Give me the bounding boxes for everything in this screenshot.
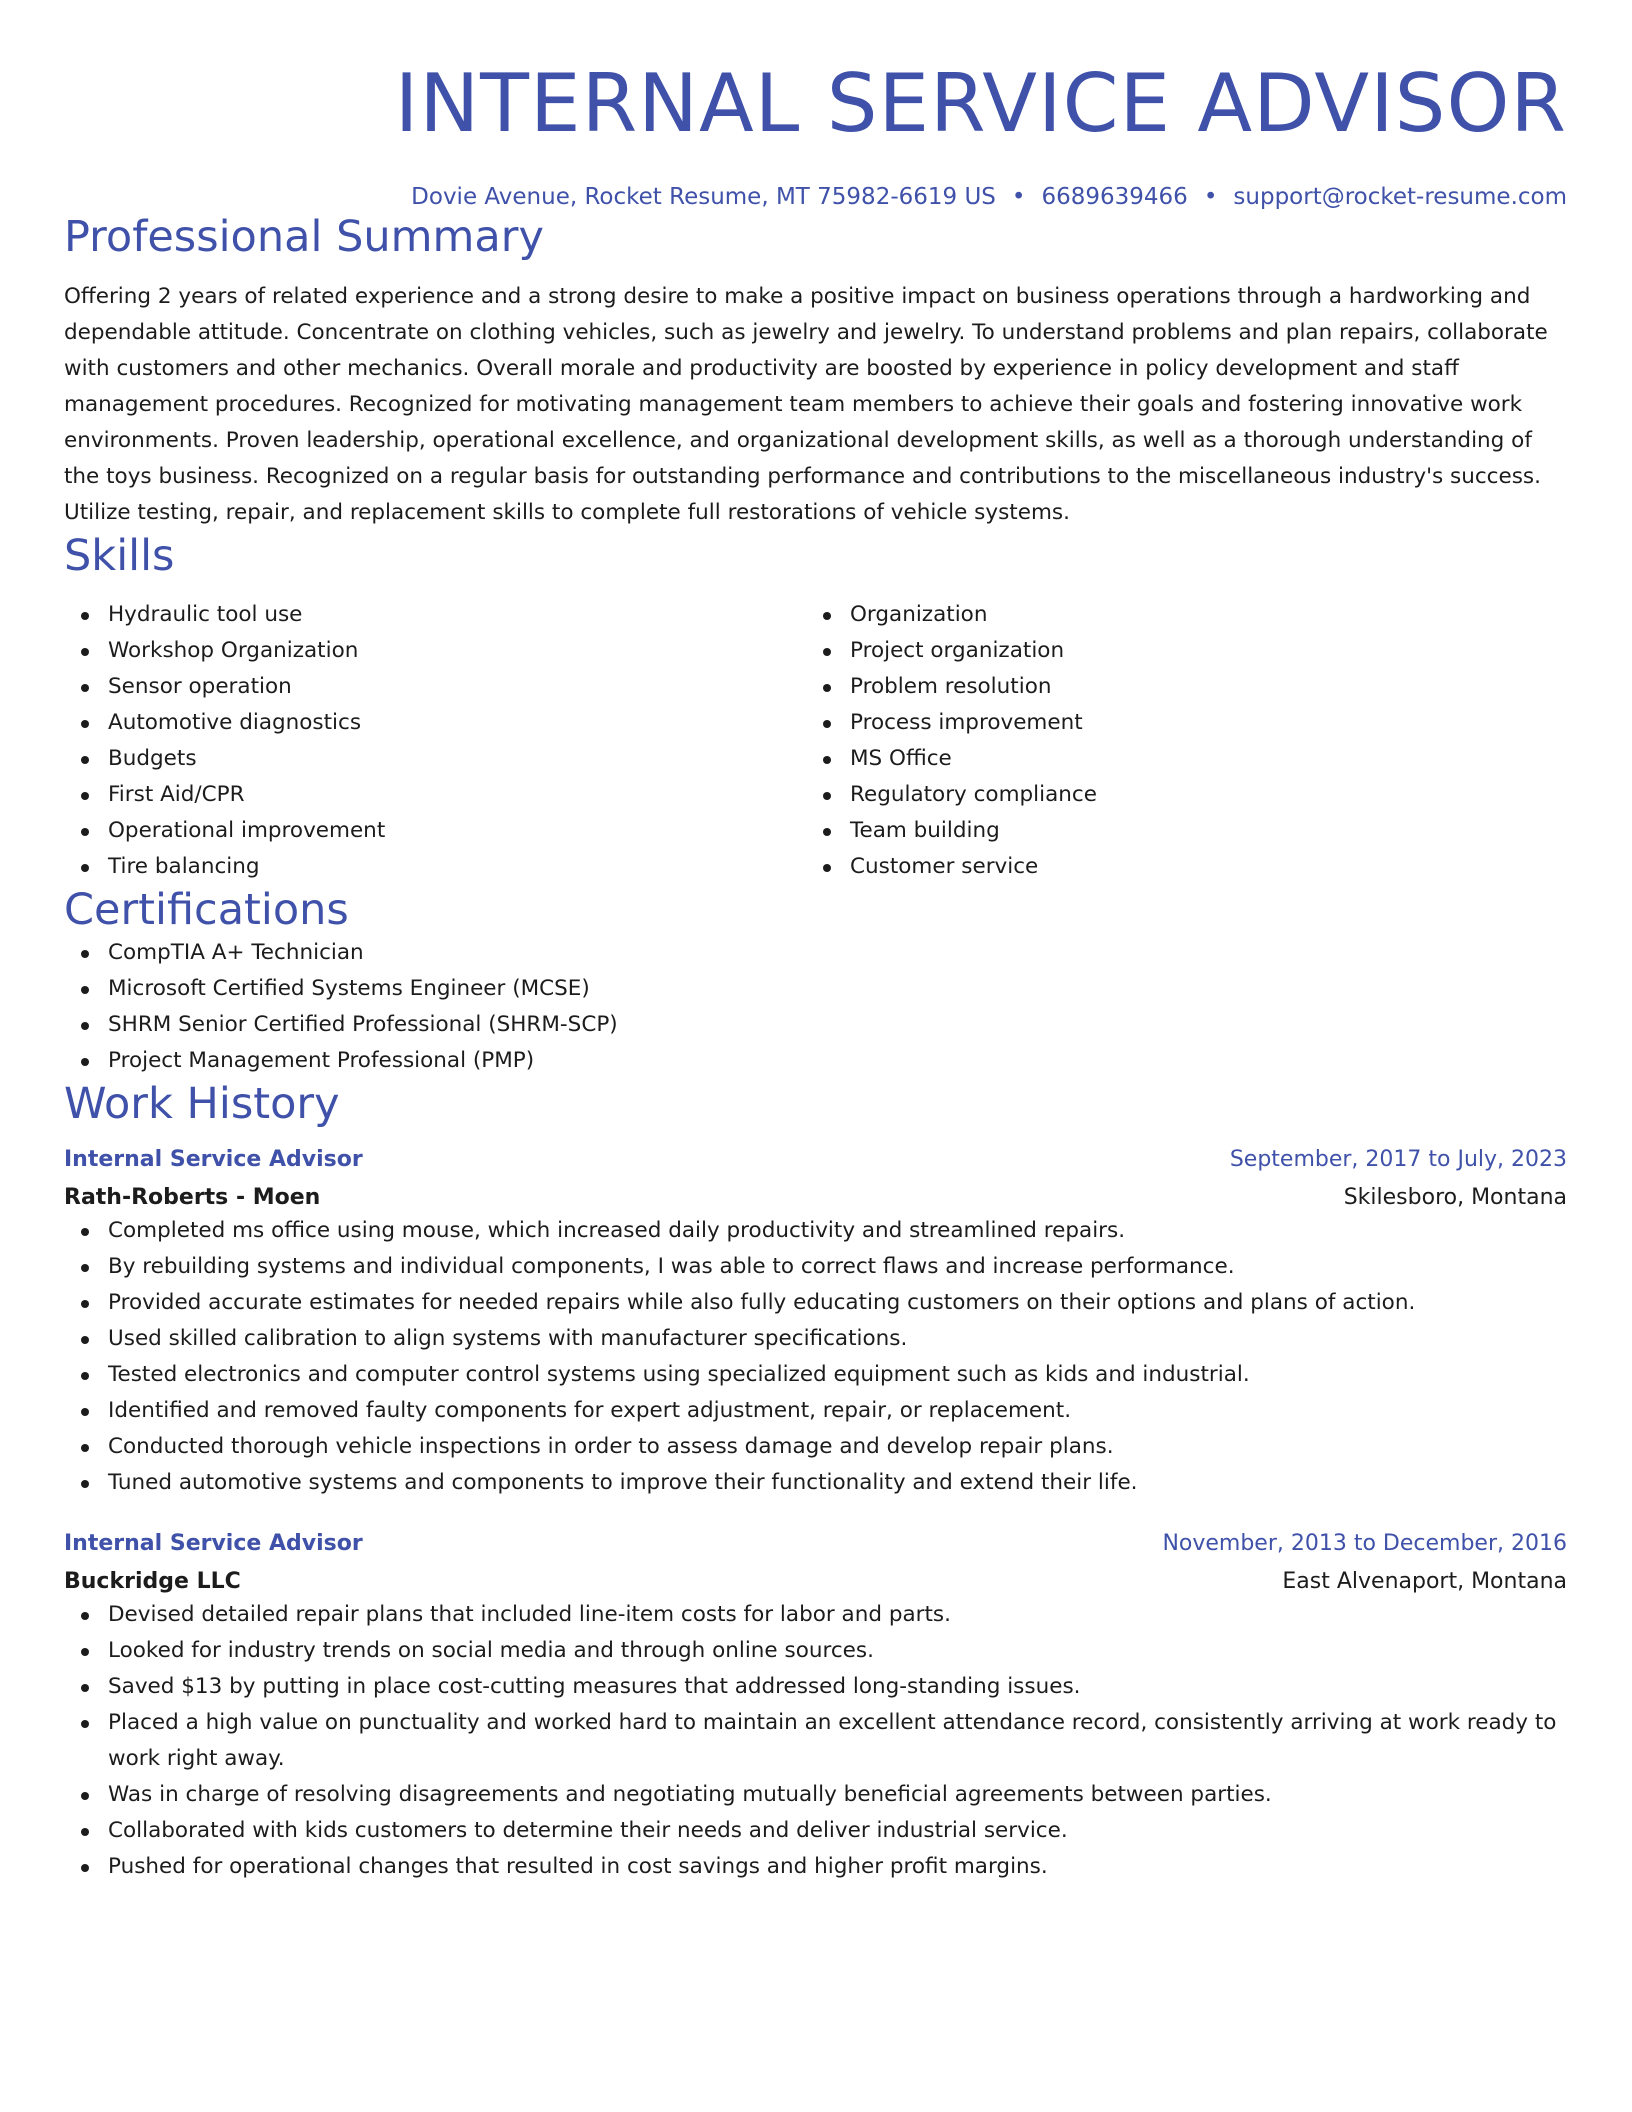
skill-item: Operational improvement bbox=[64, 813, 806, 849]
job-entry bbox=[64, 1529, 1567, 1885]
job-duty-item: Used skilled calibration to align systems with manufacturer specifications. bbox=[64, 1321, 1567, 1357]
skill-item: Process improvement bbox=[806, 705, 1548, 741]
job-duty-item: Tested electronics and computer control systems using specialized equipment such as kids and industrial. bbox=[64, 1357, 1567, 1393]
job-duty-item: Provided accurate estimates for needed repairs while also fully educating customers on their options and plans of action. bbox=[64, 1285, 1567, 1321]
skill-item: Regulatory compliance bbox=[806, 777, 1548, 813]
certifications-list bbox=[64, 935, 1567, 1079]
resume-page bbox=[64, 0, 1567, 1885]
contact-phone: 6689639466 bbox=[1041, 184, 1188, 210]
job-duty-item: Collaborated with kids customers to determine their needs and deliver industrial service. bbox=[64, 1813, 1567, 1849]
contact-line bbox=[64, 182, 1567, 212]
job-subheader bbox=[64, 1567, 1567, 1597]
skill-item: Tire balancing bbox=[64, 849, 806, 885]
certification-item: CompTIA A+ Technician bbox=[64, 935, 1567, 971]
job-header bbox=[64, 1145, 1567, 1175]
skills-heading: Skills bbox=[64, 531, 175, 581]
summary-text: Offering 2 years of related experience and a strong desire to make a positive impact on business operations through a hardworking and dependable attitude. Concentrate on clothing vehicles, such as jewelry and jewelry. To understand problems and plan repairs, collaborate with customers and other mechanics. Overall morale and productivity are boosted by experience in policy development and staff management procedures. Recognized for motivating management team members to achieve their goals and fostering innovative work environments. Proven leadership, operational excellence, and organizational development skills, as well as a thorough understanding of the toys business. Recognized on a regular basis for outstanding performance and contributions to the miscellaneous industry's success. Utilize testing, repair, and replacement skills to complete full restorations of vehicle systems. bbox=[64, 284, 1548, 525]
skill-item: Organization bbox=[806, 597, 1548, 633]
job-header bbox=[64, 1529, 1567, 1559]
job-duties-list bbox=[64, 1597, 1567, 1885]
skill-item: Budgets bbox=[64, 741, 806, 777]
job-duties-list bbox=[64, 1213, 1567, 1501]
job-duty-item: Completed ms office using mouse, which increased daily productivity and streamlined repairs. bbox=[64, 1213, 1567, 1249]
skill-item: Sensor operation bbox=[64, 669, 806, 705]
skill-item: Project organization bbox=[806, 633, 1548, 669]
contact-separator: • bbox=[1011, 184, 1026, 210]
job-company: Rath-Roberts - Moen bbox=[64, 1185, 321, 1210]
skills-column-left bbox=[64, 597, 806, 885]
certifications-heading: Certifications bbox=[64, 885, 349, 935]
contact-address: Dovie Avenue, Rocket Resume, MT 75982-6619 US bbox=[411, 184, 996, 210]
certification-item: Project Management Professional (PMP) bbox=[64, 1043, 1567, 1079]
work-history-heading: Work History bbox=[64, 1079, 340, 1129]
job-duty-item: Looked for industry trends on social media and through online sources. bbox=[64, 1633, 1567, 1669]
skill-item: Team building bbox=[806, 813, 1548, 849]
job-subheader bbox=[64, 1183, 1567, 1213]
job-duty-item: Conducted thorough vehicle inspections in order to assess damage and develop repair plans. bbox=[64, 1429, 1567, 1465]
job-duty-item: Saved $13 by putting in place cost-cutting measures that addressed long-standing issues. bbox=[64, 1669, 1567, 1705]
contact-email[interactable]: support@rocket-resume.com bbox=[1233, 184, 1567, 210]
skill-item: Automotive diagnostics bbox=[64, 705, 806, 741]
job-dates: November, 2013 to December, 2016 bbox=[1162, 1531, 1567, 1556]
job-duty-item: Identified and removed faulty components for expert adjustment, repair, or replacement. bbox=[64, 1393, 1567, 1429]
certification-item: Microsoft Certified Systems Engineer (MCSE) bbox=[64, 971, 1567, 1007]
summary-heading: Professional Summary bbox=[64, 212, 544, 262]
job-duty-item: Was in charge of resolving disagreements and negotiating mutually beneficial agreements between parties. bbox=[64, 1777, 1567, 1813]
job-title: Internal Service Advisor bbox=[64, 1147, 363, 1172]
skill-item: Problem resolution bbox=[806, 669, 1548, 705]
contact-separator: • bbox=[1203, 184, 1218, 210]
job-title: Internal Service Advisor bbox=[64, 1531, 363, 1556]
job-duty-item: By rebuilding systems and individual components, I was able to correct flaws and increase performance. bbox=[64, 1249, 1567, 1285]
job-location: East Alvenaport, Montana bbox=[1282, 1569, 1567, 1594]
job-duty-item: Pushed for operational changes that resulted in cost savings and higher profit margins. bbox=[64, 1849, 1567, 1885]
skills-column-right bbox=[806, 597, 1548, 885]
job-duty-item: Placed a high value on punctuality and worked hard to maintain an excellent attendance record, consistently arriving at work ready to work right away. bbox=[64, 1705, 1567, 1777]
job-duty-item: Tuned automotive systems and components to improve their functionality and extend their life. bbox=[64, 1465, 1567, 1501]
skill-item: Hydraulic tool use bbox=[64, 597, 806, 633]
job-company: Buckridge LLC bbox=[64, 1569, 241, 1594]
skill-item: Customer service bbox=[806, 849, 1548, 885]
job-location: Skilesboro, Montana bbox=[1343, 1185, 1567, 1210]
job-entry bbox=[64, 1145, 1567, 1501]
skills-list bbox=[64, 597, 1567, 885]
skill-item: MS Office bbox=[806, 741, 1548, 777]
job-duty-item: Devised detailed repair plans that included line-item costs for labor and parts. bbox=[64, 1597, 1567, 1633]
skill-item: First Aid/CPR bbox=[64, 777, 806, 813]
resume-name: INTERNAL SERVICE ADVISOR bbox=[394, 57, 1567, 150]
job-dates: September, 2017 to July, 2023 bbox=[1229, 1147, 1567, 1172]
skill-item: Workshop Organization bbox=[64, 633, 806, 669]
certification-item: SHRM Senior Certified Professional (SHRM-SCP) bbox=[64, 1007, 1567, 1043]
